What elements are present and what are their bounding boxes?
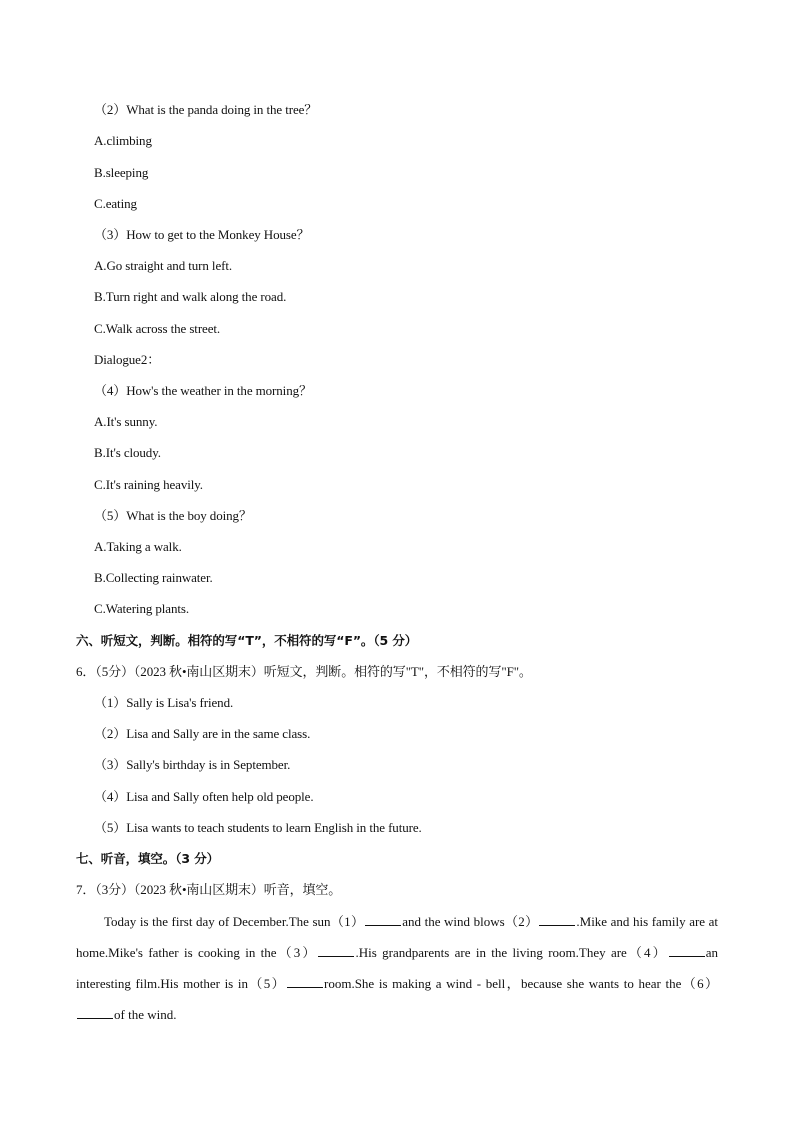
- section6-item-1: （1）Sally is Lisa's friend.: [94, 695, 234, 710]
- option-5c: C.Watering plants.: [94, 601, 189, 616]
- blank-5[interactable]: [287, 973, 323, 988]
- option-2a: A.climbing: [94, 133, 152, 148]
- option-4a: A.It's sunny.: [94, 414, 158, 429]
- option-4c: C.It's raining heavily.: [94, 477, 203, 492]
- blank-3[interactable]: [318, 942, 354, 957]
- dialogue2-label: Dialogue2：: [94, 352, 161, 367]
- option-3a: A.Go straight and turn left.: [94, 258, 233, 273]
- option-3c: C.Walk across the street.: [94, 321, 221, 336]
- blank-6[interactable]: [77, 1004, 113, 1019]
- option-3b: B.Turn right and walk along the road.: [94, 289, 287, 304]
- section6-item-5: （5）Lisa wants to teach students to learn English in the future.: [94, 820, 422, 835]
- passage-part-1: Today is the first day of December.The sun（1）: [104, 914, 365, 929]
- option-5a: A.Taking a walk.: [94, 539, 182, 554]
- question-3: （3）How to get to the Monkey House？: [94, 227, 310, 242]
- section6-item-3: （3）Sally's birthday is in September.: [94, 757, 291, 772]
- question-4: （4）How's the weather in the morning？: [94, 383, 312, 398]
- question-2: （2）What is the panda doing in the tree？: [94, 102, 318, 117]
- passage-part-5: an interesting film.His mother is in（5）: [76, 945, 718, 991]
- question-5: （5）What is the boy doing？: [94, 508, 252, 523]
- fill-blank-passage: [76, 906, 718, 1030]
- passage-part-2: and the wind blows（2）: [402, 914, 539, 929]
- section6-item-2: （2）Lisa and Sally are in the same class.: [94, 726, 311, 741]
- section7-heading: 七、听音，填空。（3 分）: [76, 851, 219, 866]
- option-4b: B.It's cloudy.: [94, 445, 161, 460]
- blank-2[interactable]: [539, 911, 575, 926]
- section6-item-4: （4）Lisa and Sally often help old people.: [94, 789, 314, 804]
- section7-question: 7．（3分）（2023 秋•南山区期末）听音，填空。: [76, 882, 342, 897]
- passage-part-6: room.She is making a wind - bell，because she wants to hear the（6）: [324, 976, 718, 991]
- option-5b: B.Collecting rainwater.: [94, 570, 213, 585]
- blank-1[interactable]: [365, 911, 401, 926]
- option-2c: C.eating: [94, 196, 137, 211]
- option-2b: B.sleeping: [94, 165, 149, 180]
- passage-part-7: of the wind.: [114, 1007, 177, 1022]
- passage-part-3: .Mike and his family are at home.Mike's father is cooking in the（3）: [76, 914, 719, 960]
- section6-heading: 六、听短文，判断。相符的写“T”，不相符的写“F”。（5 分）: [76, 633, 418, 648]
- passage-part-4: .His grandparents are in the living room.They are（4）: [355, 945, 668, 960]
- blank-4[interactable]: [669, 942, 705, 957]
- section6-question: 6．（5分）（2023 秋•南山区期末）听短文，判断。相符的写"T"，不相符的写"F"。: [76, 664, 532, 679]
